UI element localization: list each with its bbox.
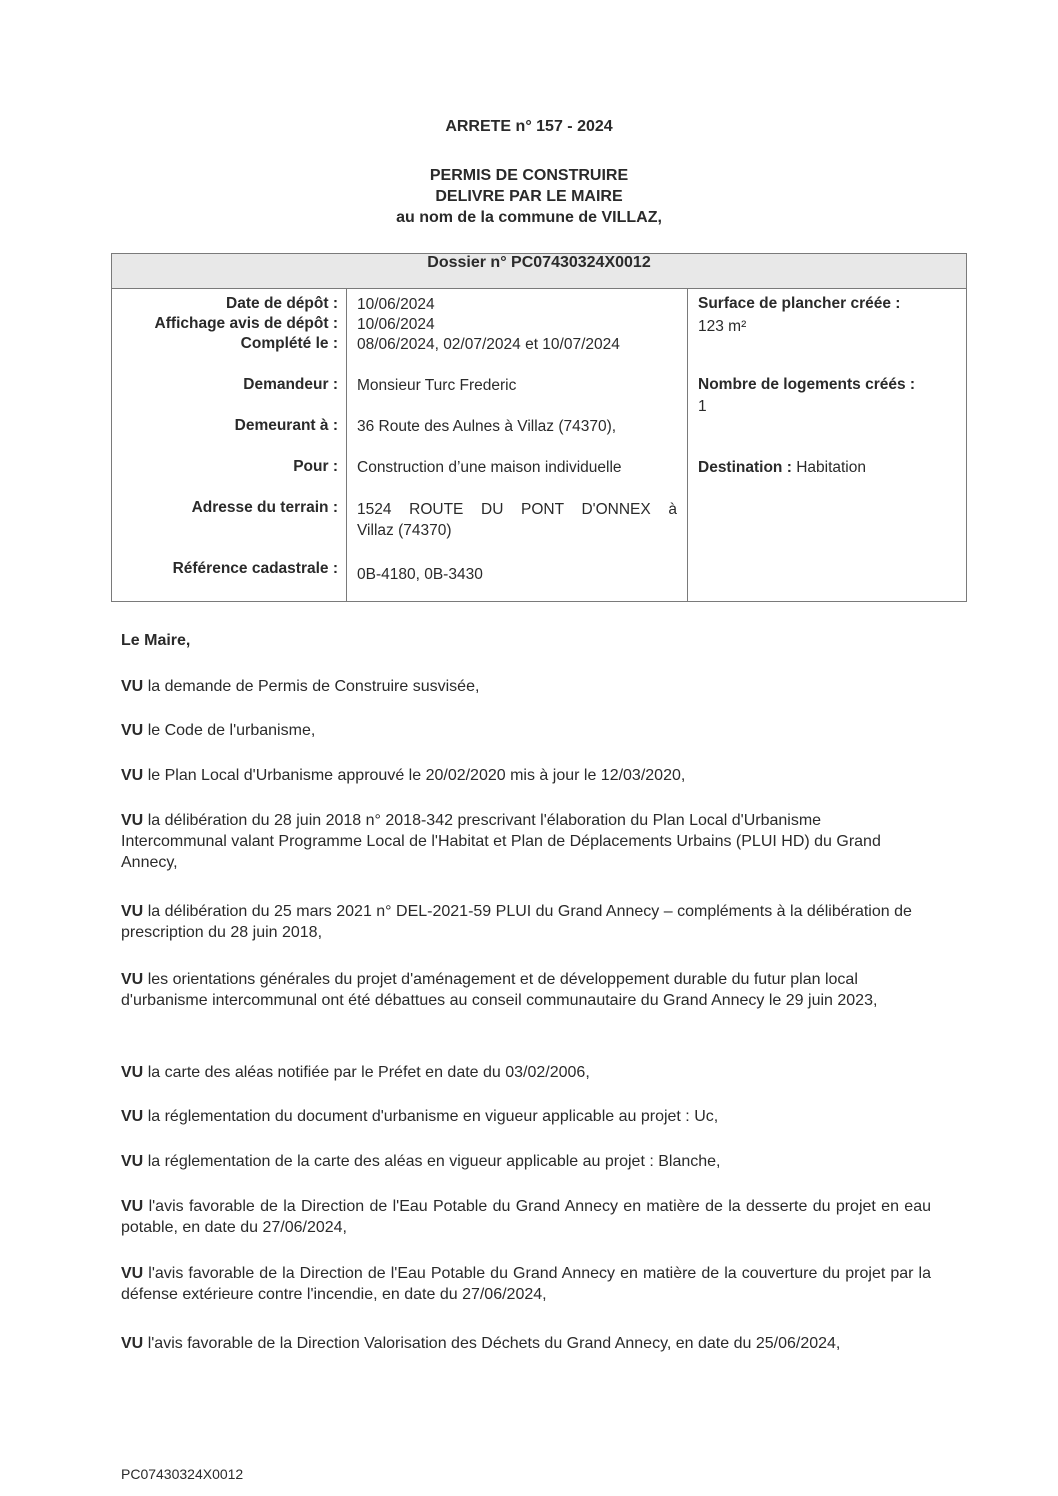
permit-heading-line1: PERMIS DE CONSTRUIRE (429, 167, 629, 184)
label-affichage: Affichage avis de dépôt : (154, 315, 338, 332)
dossier-title: Dossier n° PC07430324X0012 (112, 254, 967, 289)
vu-item (121, 810, 921, 873)
vu-item (121, 1106, 931, 1127)
vu-item (121, 720, 931, 741)
dossier-table (111, 253, 967, 602)
label-adresse: Adresse du terrain : (191, 499, 338, 516)
vu-keyword: VU (121, 1265, 144, 1282)
value-destination: Habitation (796, 459, 866, 476)
vu-keyword: VU (121, 767, 144, 784)
value-surface: 123 m² (698, 318, 747, 335)
vu-item (121, 901, 921, 943)
vu-item (121, 969, 901, 1011)
value-reference: 0B-4180, 0B-3430 (357, 566, 483, 583)
label-logements: Nombre de logements créés : (698, 376, 916, 393)
vu-keyword: VU (121, 812, 144, 829)
vu-keyword: VU (121, 1335, 144, 1352)
value-adresse (357, 499, 677, 541)
label-demeurant: Demeurant à : (234, 417, 338, 434)
label-demandeur: Demandeur : (243, 376, 338, 393)
le-maire: Le Maire, (121, 632, 191, 649)
vu-text: la délibération du 28 juin 2018 n° 2018-342 prescrivant l'élaboration du Plan Local d'Urbanisme Intercommunal valant Programme Local de l'Habitat et Plan de Déplacements Urbains (PLUI HD) du Grand Annecy, (121, 812, 881, 871)
permit-heading (0, 165, 1058, 228)
label-complete: Complété le : (240, 335, 338, 352)
vu-item (121, 1151, 931, 1172)
label-destination: Destination : (698, 459, 792, 476)
value-adresse-line2: Villaz (74370) (357, 522, 452, 539)
vu-text: le Plan Local d'Urbanisme approuvé le 20/02/2020 mis à jour le 12/03/2020, (147, 767, 686, 784)
dossier-values-column (347, 289, 688, 602)
vu-text: l'avis favorable de la Direction de l'Eau Potable du Grand Annecy en matière de la desserte du projet en eau potable, en date du 27/06/2024, (121, 1198, 931, 1236)
label-surface: Surface de plancher créée : (698, 295, 901, 312)
vu-keyword: VU (121, 1064, 144, 1081)
arrete-number: ARRETE n° 157 - 2024 (445, 118, 613, 135)
vu-item (121, 1196, 931, 1238)
value-adresse-line1: 1524 ROUTE DU PONT D'ONNEX à (357, 501, 677, 518)
vu-keyword: VU (121, 1108, 144, 1125)
value-affichage: 10/06/2024 (357, 316, 435, 333)
destination-line (698, 458, 866, 478)
dossier-right-column (688, 289, 967, 602)
vu-text: les orientations générales du projet d'aménagement et de développement durable du futur plan local d'urbanisme intercommunal ont été débattues au conseil communautaire du Grand Annecy le 29 juin 2023, (121, 971, 878, 1009)
vu-keyword: VU (121, 971, 144, 988)
vu-text: la réglementation de la carte des aléas en vigueur applicable au projet : Blanche, (147, 1153, 721, 1170)
dossier-labels-column (112, 289, 347, 602)
vu-text: la réglementation du document d'urbanisme en vigueur applicable au projet : Uc, (147, 1108, 719, 1125)
footer-reference: PC07430324X0012 (121, 1466, 244, 1482)
label-pour: Pour : (293, 458, 338, 475)
vu-item (121, 1333, 931, 1354)
value-date-depot: 10/06/2024 (357, 296, 435, 313)
vu-keyword: VU (121, 903, 144, 920)
vu-item (121, 1263, 931, 1305)
value-pour: Construction d’une maison individuelle (357, 459, 622, 476)
label-reference: Référence cadastrale : (172, 560, 338, 577)
vu-keyword: VU (121, 722, 144, 739)
value-logements: 1 (698, 398, 707, 415)
value-demandeur: Monsieur Turc Frederic (357, 377, 517, 394)
vu-text: le Code de l'urbanisme, (147, 722, 316, 739)
vu-text: la carte des aléas notifiée par le Préfet en date du 03/02/2006, (147, 1064, 590, 1081)
dossier-header-row (112, 254, 967, 289)
vu-text: l'avis favorable de la Direction de l'Eau Potable du Grand Annecy en matière de la couverture du projet par la défense extérieure contre l'incendie, en date du 27/06/2024, (121, 1265, 931, 1303)
vu-item (121, 1062, 931, 1083)
vu-keyword: VU (121, 678, 144, 695)
value-demeurant: 36 Route des Aulnes à Villaz (74370), (357, 418, 617, 435)
permit-heading-line2: DELIVRE PAR LE MAIRE (435, 188, 623, 205)
vu-keyword: VU (121, 1153, 144, 1170)
permit-heading-line3: au nom de la commune de VILLAZ, (396, 209, 662, 226)
dossier-body-row (112, 289, 967, 602)
vu-text: la délibération du 25 mars 2021 n° DEL-2021-59 PLUI du Grand Annecy – compléments à la délibération de prescription du 28 juin 2018, (121, 903, 912, 941)
value-complete: 08/06/2024, 02/07/2024 et 10/07/2024 (357, 336, 620, 353)
vu-text: la demande de Permis de Construire susvisée, (147, 678, 480, 695)
vu-item (121, 765, 931, 786)
vu-text: l'avis favorable de la Direction Valorisation des Déchets du Grand Annecy, en date du 25/06/2024, (147, 1335, 841, 1352)
vu-item (121, 676, 931, 697)
label-date-depot: Date de dépôt : (226, 295, 338, 312)
vu-keyword: VU (121, 1198, 144, 1215)
